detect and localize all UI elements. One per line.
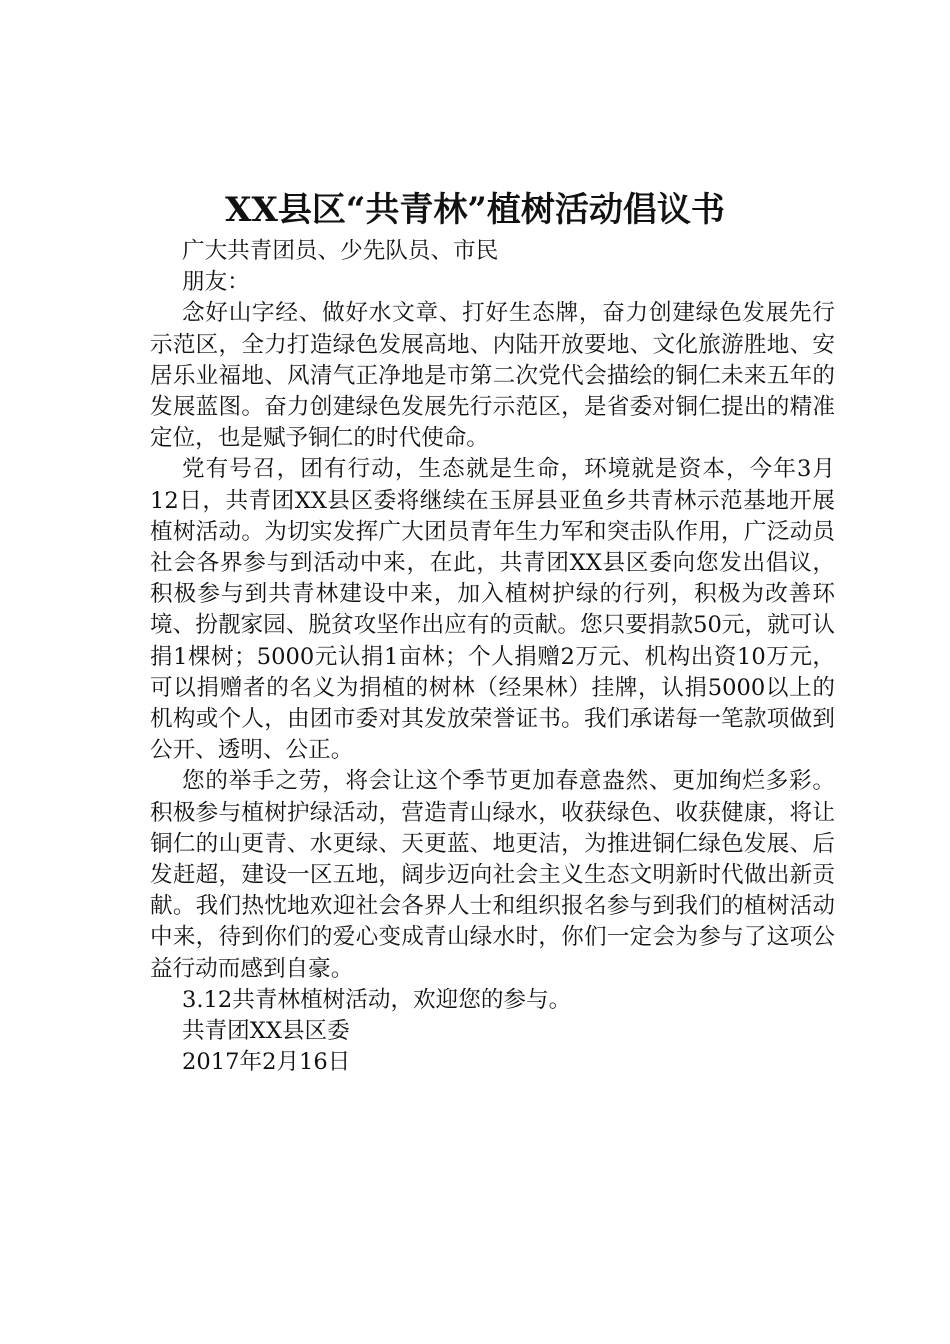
paragraph-1: 念好山字经、做好水文章、打好生态牌，奋力创建绿色发展先行示范区，全力打造绿色发展高地、内陆开放要地、文化旅游胜地、安居乐业福地、风清气正净地是市第二次党代会描绘的铜仁未来五年的发展蓝图。奋力创建绿色发展先行示范区，是省委对铜仁提出的精准定位，也是赋予铜仁的时代使命。 (150, 300, 835, 452)
date-line: 2017年2月16日 (182, 1049, 351, 1076)
salutation-line-2: 朋友： (182, 269, 250, 296)
salutation-line-1: 广大共青团员、少先队员、市民 (182, 238, 499, 264)
document-body (150, 236, 835, 1078)
signature: 共青团XX县区委 (182, 1018, 350, 1045)
paragraph-2: 党有号召，团有行动，生态就是生命，环境就是资本，今年3月12日，共青团XX县区委将继续在玉屏县亚鱼乡共青林示范基地开展植树活动。为切实发挥广大团员青年生力军和突击队作用，广泛动员社会各界参与到活动中来，在此，共青团XX县区委向您发出倡议，积极参与到共青林建设中来，加入植树护绿的行列，积极为改善环境、扮靓家园、脱贫攻坚作出应有的贡献。您只要捐款50元，就可认捐1棵树；5000元认捐1亩林；个人捐赠2万元、机构出资10万元，可以捐赠者的名义为捐植的树林（经果林）挂牌，认捐5000以上的机构或个人，由团市委对其发放荣誉证书。我们承诺每一笔款项做到公开、透明、公正。 (150, 456, 835, 764)
paragraph-3: 您的举手之劳，将会让这个季节更加春意盎然、更加绚烂多彩。积极参与植树护绿活动，营造青山绿水，收获绿色、收获健康，将让铜仁的山更青、水更绿、天更蓝、地更洁，为推进铜仁绿色发展、后发赶超，建设一区五地，阔步迈向社会主义生态文明新时代做出新贡献。我们热忱地欢迎社会各界人士和组织报名参与到我们的植树活动中来，待到你们的爱心变成青山绿水时，你们一定会为参与了这项公益行动而感到自豪。 (150, 768, 835, 982)
closing-line: 3.12共青林植树活动，欢迎您的参与。 (182, 986, 572, 1013)
document-title: XX县区“共青林”植树活动倡议书 (225, 190, 725, 230)
